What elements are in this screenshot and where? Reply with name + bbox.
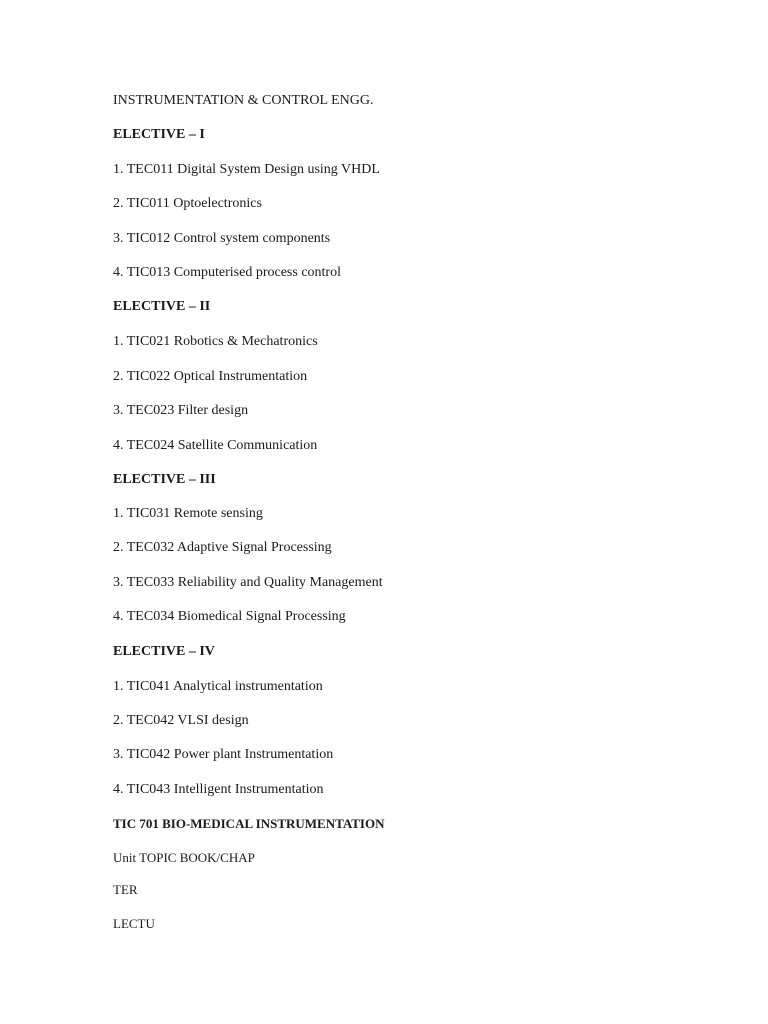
text-fragment: LECTU [113,916,155,931]
course-heading: TIC 701 BIO-MEDICAL INSTRUMENTATION [113,816,385,831]
elective-3-item-4: 4. TEC034 Biomedical Signal Processing [113,609,346,624]
elective-4-item-4: 4. TIC043 Intelligent Instrumentation [113,782,324,797]
elective-2-item-3: 3. TEC023 Filter design [113,403,249,418]
elective-2-item-2: 2. TIC022 Optical Instrumentation [113,369,308,384]
elective-4-item-2: 2. TEC042 VLSI design [113,713,249,728]
document-title: INSTRUMENTATION & CONTROL ENGG. [113,93,374,108]
elective-1-item-4: 4. TIC013 Computerised process control [113,265,341,280]
elective-2-heading: ELECTIVE – II [113,299,211,314]
elective-4-item-3: 3. TIC042 Power plant Instrumentation [113,747,334,762]
elective-3-item-1: 1. TIC031 Remote sensing [113,506,263,521]
text-fragment: TER [113,882,138,897]
elective-1-item-3: 3. TIC012 Control system components [113,231,331,246]
elective-2-item-4: 4. TEC024 Satellite Communication [113,438,318,453]
elective-1-item-2: 2. TIC011 Optoelectronics [113,196,262,211]
elective-1-heading: ELECTIVE – I [113,127,205,142]
elective-3-item-3: 3. TEC033 Reliability and Quality Management [113,575,383,590]
elective-3-heading: ELECTIVE – III [113,472,216,487]
elective-2-item-1: 1. TIC021 Robotics & Mechatronics [113,334,318,349]
elective-4-item-1: 1. TIC041 Analytical instrumentation [113,679,323,694]
elective-3-item-2: 2. TEC032 Adaptive Signal Processing [113,540,332,555]
elective-4-heading: ELECTIVE – IV [113,644,215,659]
elective-1-item-1: 1. TEC011 Digital System Design using VHDL [113,162,380,177]
table-header: Unit TOPIC BOOK/CHAP [113,850,255,865]
